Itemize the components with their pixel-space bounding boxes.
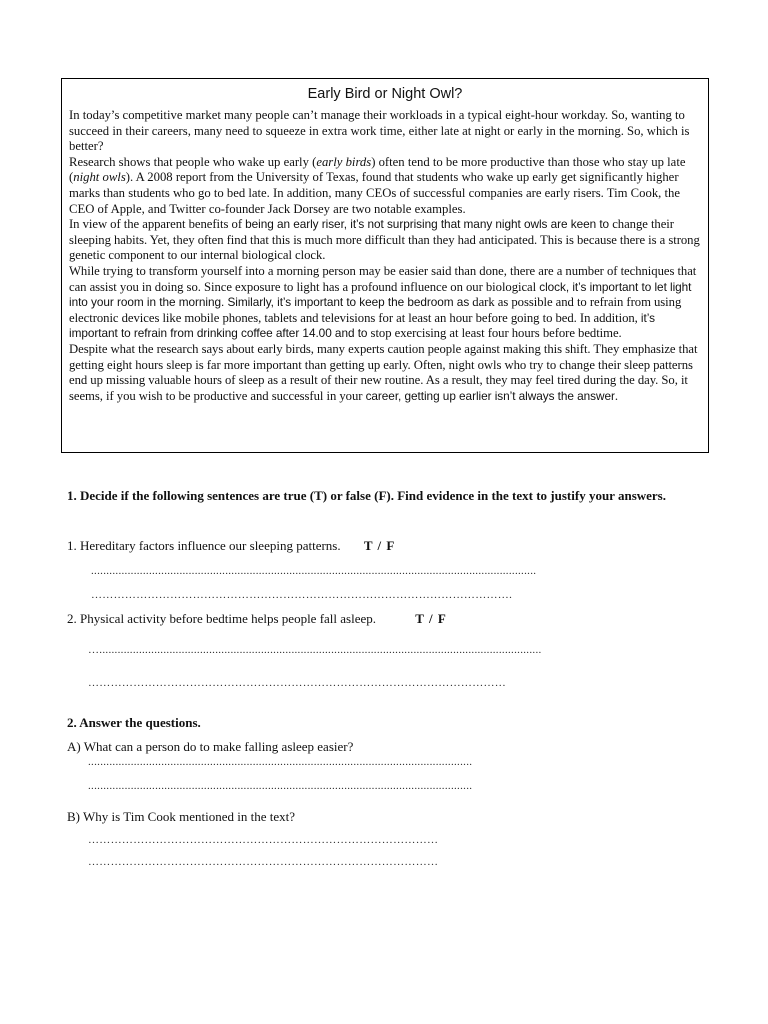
question-b: B) Why is Tim Cook mentioned in the text? (67, 809, 295, 824)
exercise-1-heading: 1. Decide if the following sentences are true (T) or false (F). Find evidence in the text to justify your answers. (67, 488, 666, 503)
passage-paragraph-3: In view of the apparent benefits of being an early riser, it’s not surprising that many night owls are keen to change their sleeping habits. Yet, they often find that this is much more difficult than they had anticipated. This is because there is a strong genetic component to our internal biological clock. (69, 217, 700, 263)
passage-paragraph-1: In today’s competitive market many people can’t manage their workloads in a typical eight-hour workday. So, wanting to succeed in their careers, many need to squeeze in extra work time, either late at night or early in the morning. So, which is better? (69, 108, 690, 154)
passage-paragraph-4: While trying to transform yourself into a morning person may be easier said than done, there are a number of techniques that can assist you in doing so. Since exposure to light has a profound influence on our biological clock, it’s important to let light into your room in the morning. Similarly, it’s important to keep the bedroom as dark as possible and to refrain from using electronic devices like mobile phones, tablets and televisions for at least an hour before going to bed. In addition, it’s important to refrain from drinking coffee after 14.00 and to stop exercising at least four hours before bedtime. (69, 263, 697, 341)
passage-title: Early Bird or Night Owl? (307, 86, 463, 102)
question-2-true-false[interactable]: T / F (415, 611, 447, 626)
reading-passage-box (61, 78, 709, 453)
exercise-2-heading: 2. Answer the questions. (67, 715, 201, 730)
question-a: A) What can a person do to make falling asleep easier? (67, 739, 354, 754)
question-2-text: 2. Physical activity before bedtime helps people fall asleep. (67, 611, 377, 626)
answer-line-qa-1[interactable]: .............................................................................................................................. (88, 756, 473, 768)
answer-line-q1-2[interactable]: …………………………………………………………………………………………………. (91, 589, 513, 601)
answer-line-q1-1[interactable]: .................................................................................................................................................. (91, 565, 537, 577)
answer-line-qa-2[interactable]: .............................................................................................................................. (88, 780, 473, 792)
term-early-birds: early birds (316, 154, 372, 169)
question-2 (67, 611, 447, 627)
answer-line-qb-2[interactable]: ………………………………………………………………………………… (88, 856, 439, 868)
question-1-text: 1. Hereditary factors influence our sleeping patterns. (67, 538, 341, 553)
answer-line-q2-2[interactable]: ………………………………………………………………………………………………… (88, 677, 507, 689)
passage-paragraph-2: Research shows that people who wake up early (early birds) often tend to be more productive than those who stay up late (night owls). A 2008 report from the University of Texas, found that students who wake up early get significantly higher marks than students who go to bed late. In addition, many CEOs of successful companies are early risers. Tim Cook, the CEO of Apple, and Twitter co-founder Jack Dorsey are two notable examples. (69, 154, 686, 216)
answer-line-qb-1[interactable]: ………………………………………………………………………………… (88, 834, 439, 846)
question-1-true-false[interactable]: T / F (363, 538, 396, 553)
answer-line-q2-1[interactable]: …................................................................................................................................................. (88, 644, 542, 656)
term-night-owls: night owls (73, 170, 126, 185)
question-1 (67, 538, 395, 554)
passage-paragraph-5: Despite what the research says about early birds, many experts caution people against making this shift. They emphasize that getting eight hours sleep is far more important than getting up early. Often, night owls who try to change their sleep patterns end up missing valuable hours of sleep as a result of their new routine. As a result, they may feel tired during the day. So, it seems, if you wish to be productive and successful in your career, getting up earlier isn’t always the answer. (69, 341, 698, 403)
